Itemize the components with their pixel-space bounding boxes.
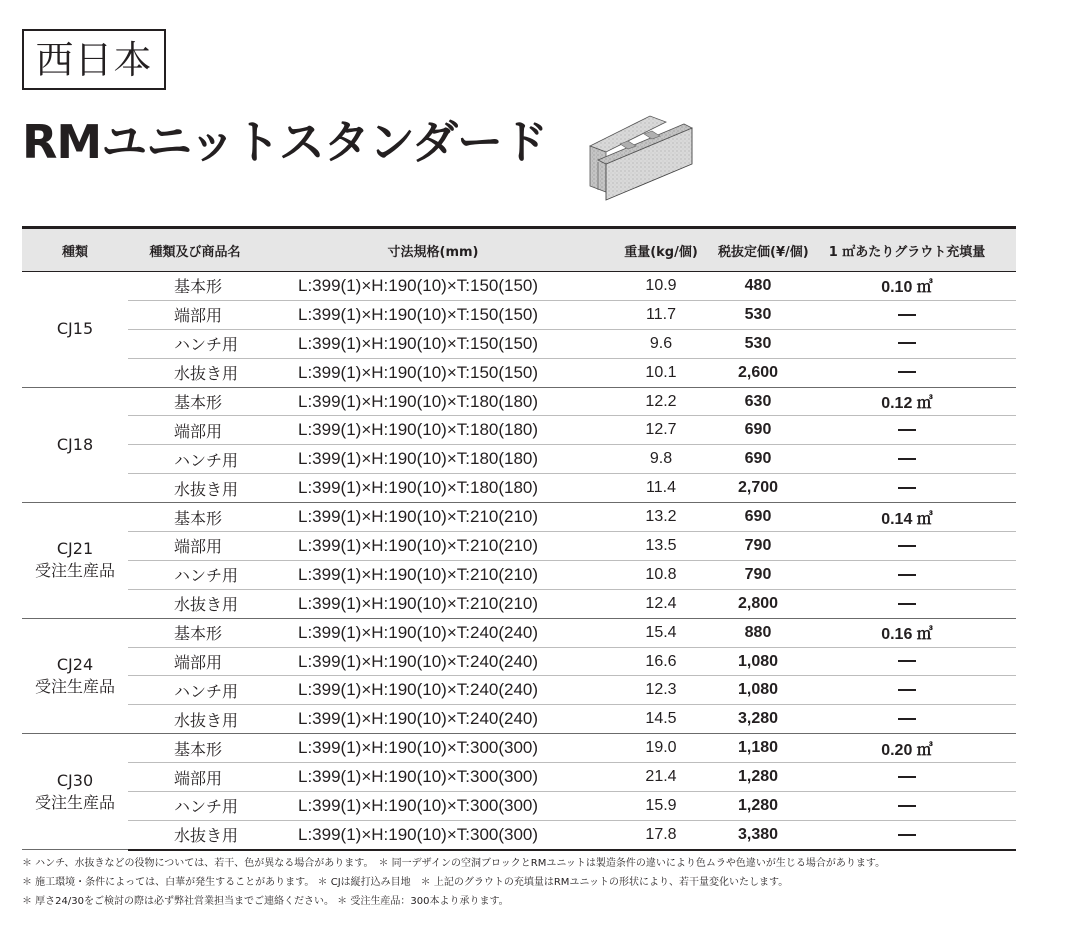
table-row xyxy=(22,618,1016,647)
grout-cell xyxy=(798,647,1016,676)
dimension-cell: L:399(1)×H:190(10)×T:210(210) xyxy=(262,560,604,589)
dash-mark xyxy=(898,834,916,836)
dimension-cell: L:399(1)×H:190(10)×T:180(180) xyxy=(262,445,604,474)
weight-cell: 11.7 xyxy=(604,300,718,329)
weight-cell: 14.5 xyxy=(604,705,718,734)
dash-mark xyxy=(898,718,916,720)
grout-cell xyxy=(798,792,1016,821)
price-cell: 790 xyxy=(718,532,798,561)
dimension-cell: L:399(1)×H:190(10)×T:150(150) xyxy=(262,329,604,358)
region-label: 西日本 xyxy=(22,29,166,90)
table-row xyxy=(22,358,1016,387)
grout-cell xyxy=(798,820,1016,849)
type-cell xyxy=(22,734,128,850)
dimension-cell: L:399(1)×H:190(10)×T:210(210) xyxy=(262,589,604,618)
header-weight: 重量(kg/個) xyxy=(604,228,718,272)
footnote-line: ＊ 施工環境・条件によっては、白華が発生することがあります。 ＊ CJは縦打込み目地 ＊ 上記のグラウトの充填量はRMユニットの形状により、若干量変化いたします。 xyxy=(22,877,789,888)
product-name-cell: 水抜き用 xyxy=(128,358,262,387)
weight-cell: 12.4 xyxy=(604,589,718,618)
type-code: CJ30 xyxy=(56,770,94,790)
grout-cell xyxy=(798,560,1016,589)
dash-mark xyxy=(898,429,916,431)
dash-mark xyxy=(898,603,916,605)
table-row xyxy=(22,329,1016,358)
price-cell: 3,380 xyxy=(718,820,798,849)
table-row xyxy=(22,503,1016,532)
type-code: CJ21 xyxy=(56,539,94,559)
grout-cell xyxy=(798,445,1016,474)
header-type: 種類 xyxy=(22,228,128,272)
header-product: 種類及び商品名 xyxy=(128,228,262,272)
header-price: 税抜定価(¥/個) xyxy=(718,228,798,272)
table-row xyxy=(22,560,1016,589)
product-name-cell: 水抜き用 xyxy=(128,820,262,849)
page-title: RMユニットスタンダード xyxy=(22,115,548,169)
type-code: CJ24 xyxy=(56,654,94,674)
product-name-cell: 水抜き用 xyxy=(128,474,262,503)
grout-cell xyxy=(798,416,1016,445)
product-name-cell: 水抜き用 xyxy=(128,589,262,618)
product-name-cell: ハンチ用 xyxy=(128,445,262,474)
grout-cell xyxy=(798,676,1016,705)
product-name-cell: ハンチ用 xyxy=(128,792,262,821)
grout-cell xyxy=(798,763,1016,792)
grout-cell: 0.14 ㎥ xyxy=(798,503,1016,532)
table-row xyxy=(22,676,1016,705)
table-row xyxy=(22,445,1016,474)
dash-mark xyxy=(898,776,916,778)
weight-cell: 11.4 xyxy=(604,474,718,503)
type-cell xyxy=(22,618,128,734)
price-cell: 630 xyxy=(718,387,798,416)
dimension-cell: L:399(1)×H:190(10)×T:300(300) xyxy=(262,734,604,763)
grout-cell: 0.12 ㎥ xyxy=(798,387,1016,416)
product-name-cell: 基本形 xyxy=(128,387,262,416)
product-name-cell: 基本形 xyxy=(128,734,262,763)
grout-cell: 0.16 ㎥ xyxy=(798,618,1016,647)
product-name-cell: ハンチ用 xyxy=(128,329,262,358)
product-name-cell: 水抜き用 xyxy=(128,705,262,734)
dash-mark xyxy=(898,487,916,489)
block-product-image xyxy=(580,106,698,204)
header-dimension: 寸法規格(mm) xyxy=(262,228,604,272)
dash-mark xyxy=(898,458,916,460)
price-cell: 880 xyxy=(718,618,798,647)
weight-cell: 21.4 xyxy=(604,763,718,792)
weight-cell: 10.8 xyxy=(604,560,718,589)
weight-cell: 16.6 xyxy=(604,647,718,676)
weight-cell: 15.4 xyxy=(604,618,718,647)
price-cell: 690 xyxy=(718,416,798,445)
price-cell: 3,280 xyxy=(718,705,798,734)
type-cell xyxy=(22,387,128,503)
grout-cell xyxy=(798,329,1016,358)
weight-cell: 13.5 xyxy=(604,532,718,561)
dimension-cell: L:399(1)×H:190(10)×T:180(180) xyxy=(262,416,604,445)
dash-mark xyxy=(898,371,916,373)
product-name-cell: 端部用 xyxy=(128,300,262,329)
type-note: 受注生産品 xyxy=(34,792,115,812)
table-row xyxy=(22,734,1016,763)
price-cell: 530 xyxy=(718,300,798,329)
table-row xyxy=(22,474,1016,503)
dimension-cell: L:399(1)×H:190(10)×T:210(210) xyxy=(262,503,604,532)
dimension-cell: L:399(1)×H:190(10)×T:240(240) xyxy=(262,618,604,647)
dash-mark xyxy=(898,574,916,576)
price-cell: 1,280 xyxy=(718,763,798,792)
header-grout: 1 ㎡あたりグラウト充填量 xyxy=(798,228,1016,272)
product-name-cell: 端部用 xyxy=(128,416,262,445)
product-name-cell: 基本形 xyxy=(128,503,262,532)
dimension-cell: L:399(1)×H:190(10)×T:150(150) xyxy=(262,272,604,301)
dash-mark xyxy=(898,342,916,344)
dimension-cell: L:399(1)×H:190(10)×T:240(240) xyxy=(262,647,604,676)
type-note: 受注生産品 xyxy=(34,676,115,696)
table-row xyxy=(22,416,1016,445)
grout-cell xyxy=(798,705,1016,734)
price-cell: 2,800 xyxy=(718,589,798,618)
price-cell: 480 xyxy=(718,272,798,301)
dash-mark xyxy=(898,545,916,547)
product-name-cell: 基本形 xyxy=(128,618,262,647)
product-name-cell: 端部用 xyxy=(128,532,262,561)
weight-cell: 10.1 xyxy=(604,358,718,387)
weight-cell: 9.8 xyxy=(604,445,718,474)
table-row xyxy=(22,705,1016,734)
table-row xyxy=(22,792,1016,821)
price-cell: 1,080 xyxy=(718,676,798,705)
product-name-cell: 端部用 xyxy=(128,647,262,676)
grout-cell xyxy=(798,358,1016,387)
weight-cell: 12.2 xyxy=(604,387,718,416)
table-row xyxy=(22,300,1016,329)
weight-cell: 9.6 xyxy=(604,329,718,358)
dimension-cell: L:399(1)×H:190(10)×T:150(150) xyxy=(262,358,604,387)
table-row xyxy=(22,763,1016,792)
price-cell: 1,080 xyxy=(718,647,798,676)
price-cell: 690 xyxy=(718,445,798,474)
dash-mark xyxy=(898,314,916,316)
weight-cell: 10.9 xyxy=(604,272,718,301)
footnote-line: ＊ 厚さ24/30をご検討の際は必ず弊社営業担当までご連絡ください。 ＊ 受注生産品：300本より承ります。 xyxy=(22,896,509,907)
product-name-cell: 基本形 xyxy=(128,272,262,301)
type-code: CJ15 xyxy=(56,319,94,339)
grout-cell: 0.20 ㎥ xyxy=(798,734,1016,763)
dash-mark xyxy=(898,660,916,662)
table-row xyxy=(22,272,1016,301)
price-cell: 1,180 xyxy=(718,734,798,763)
type-cell xyxy=(22,503,128,619)
dimension-cell: L:399(1)×H:190(10)×T:240(240) xyxy=(262,705,604,734)
dimension-cell: L:399(1)×H:190(10)×T:150(150) xyxy=(262,300,604,329)
type-cell xyxy=(22,272,128,388)
price-cell: 530 xyxy=(718,329,798,358)
table-row xyxy=(22,532,1016,561)
price-table xyxy=(22,226,1016,851)
price-table-wrapper xyxy=(22,226,1016,851)
weight-cell: 13.2 xyxy=(604,503,718,532)
dimension-cell: L:399(1)×H:190(10)×T:300(300) xyxy=(262,763,604,792)
table-body xyxy=(22,272,1016,850)
weight-cell: 12.3 xyxy=(604,676,718,705)
weight-cell: 17.8 xyxy=(604,820,718,849)
dimension-cell: L:399(1)×H:190(10)×T:180(180) xyxy=(262,387,604,416)
dash-mark xyxy=(898,805,916,807)
dimension-cell: L:399(1)×H:190(10)×T:240(240) xyxy=(262,676,604,705)
price-cell: 2,600 xyxy=(718,358,798,387)
footnotes xyxy=(22,854,1062,911)
dash-mark xyxy=(898,689,916,691)
dimension-cell: L:399(1)×H:190(10)×T:300(300) xyxy=(262,792,604,821)
table-row xyxy=(22,387,1016,416)
weight-cell: 19.0 xyxy=(604,734,718,763)
price-cell: 2,700 xyxy=(718,474,798,503)
type-code: CJ18 xyxy=(56,434,94,454)
grout-cell: 0.10 ㎥ xyxy=(798,272,1016,301)
grout-cell xyxy=(798,532,1016,561)
product-name-cell: 端部用 xyxy=(128,763,262,792)
footnote-line: ＊ ハンチ、水抜きなどの役物については、若干、色が異なる場合があります。 ＊ 同一デザインの空洞ブロックとRMユニットは製造条件の違いにより色ムラや色違いが生じる場合があります。 xyxy=(22,858,886,869)
price-cell: 690 xyxy=(718,503,798,532)
dimension-cell: L:399(1)×H:190(10)×T:210(210) xyxy=(262,532,604,561)
price-cell: 1,280 xyxy=(718,792,798,821)
grout-cell xyxy=(798,589,1016,618)
grout-cell xyxy=(798,300,1016,329)
weight-cell: 12.7 xyxy=(604,416,718,445)
table-row xyxy=(22,647,1016,676)
table-header-row xyxy=(22,228,1016,272)
product-name-cell: ハンチ用 xyxy=(128,676,262,705)
dimension-cell: L:399(1)×H:190(10)×T:180(180) xyxy=(262,474,604,503)
product-name-cell: ハンチ用 xyxy=(128,560,262,589)
grout-cell xyxy=(798,474,1016,503)
price-cell: 790 xyxy=(718,560,798,589)
table-row xyxy=(22,820,1016,849)
type-note: 受注生産品 xyxy=(34,561,115,581)
dimension-cell: L:399(1)×H:190(10)×T:300(300) xyxy=(262,820,604,849)
weight-cell: 15.9 xyxy=(604,792,718,821)
table-row xyxy=(22,589,1016,618)
